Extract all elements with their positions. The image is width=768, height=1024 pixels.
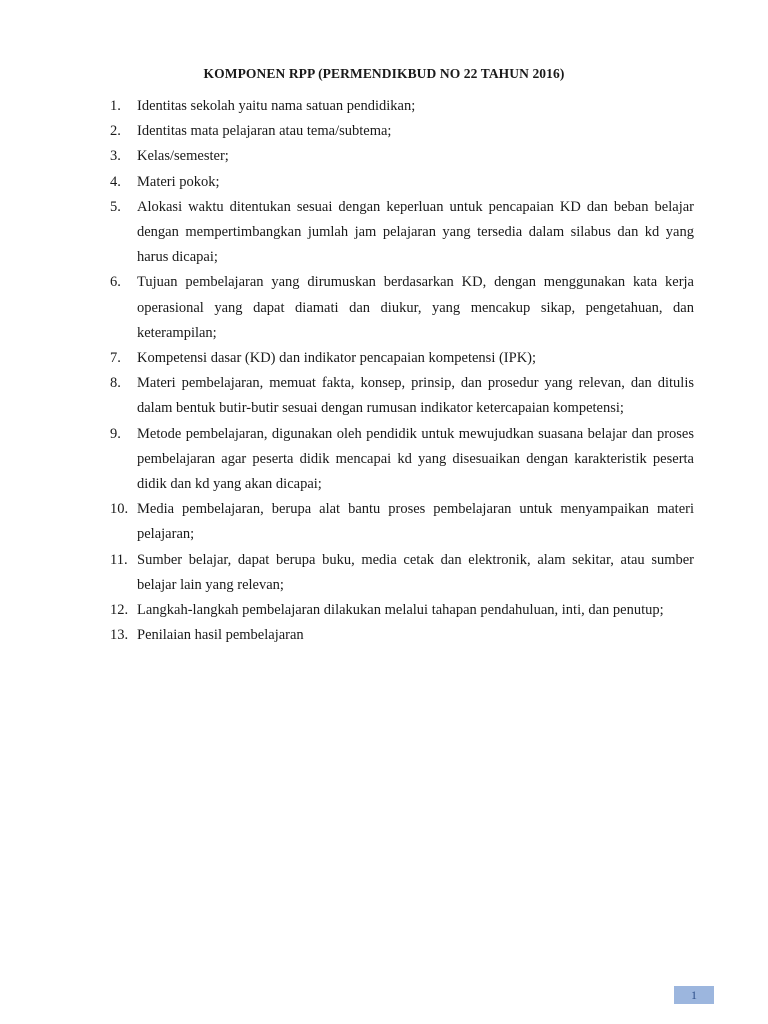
- list-item: [110, 144, 694, 169]
- list-item-text: Kelas/semester;: [137, 148, 229, 165]
- list-item-number: 7.: [110, 350, 121, 367]
- list-item-text: Materi pembelajaran, memuat fakta, konsep, prinsip, dan prosedur yang relevan, dan ditulis dalam bentuk butir-butir sesuai dengan rumusan indikator ketercapaian kompetensi;: [137, 375, 694, 417]
- list-item-number: 13.: [110, 627, 129, 644]
- list-item-number: 1.: [110, 98, 121, 114]
- list-item-number: 9.: [110, 425, 121, 442]
- page-title: KOMPONEN RPP (PERMENDIKBUD NO 22 TAHUN 2016): [203, 66, 565, 81]
- list-item: [110, 170, 694, 195]
- list-item-text: Tujuan pembelajaran yang dirumuskan berdasarkan KD, dengan menggunakan kata kerja operasional yang dapat diamati dan diukur, yang mencakup sikap, pengetahuan, dan keterampilan;: [137, 274, 694, 341]
- list-item: [110, 497, 694, 547]
- requirements-list: [110, 94, 694, 648]
- list-item: [110, 548, 694, 598]
- list-item-number: 5.: [110, 198, 121, 215]
- list-item: [110, 94, 694, 119]
- list-item: [110, 195, 694, 271]
- list-item-text: Langkah-langkah pembelajaran dilakukan melalui tahapan pendahuluan, inti, dan penutup;: [137, 602, 664, 619]
- list-item-text: Penilaian hasil pembelajaran: [137, 627, 304, 644]
- list-item-text: Kompetensi dasar (KD) dan indikator pencapaian kompetensi (IPK);: [137, 350, 537, 367]
- list-item-number: 3.: [110, 148, 121, 165]
- list-item-text: Materi pokok;: [137, 173, 220, 190]
- list-item-number: 4.: [110, 173, 121, 190]
- list-item: [110, 346, 694, 371]
- list-item-text: Media pembelajaran, berupa alat bantu proses pembelajaran untuk menyampaikan materi pelajaran;: [137, 501, 694, 543]
- list-item-number: 10.: [110, 501, 129, 518]
- list-item-number: 6.: [110, 274, 121, 291]
- list-item: [110, 119, 694, 144]
- list-item-text: Sumber belajar, dapat berupa buku, media cetak dan elektronik, alam sekitar, atau sumber belajar lain yang relevan;: [137, 551, 694, 593]
- list-item: [110, 270, 694, 346]
- list-item-number: 8.: [110, 375, 121, 392]
- list-item-number: 12.: [110, 602, 129, 619]
- list-item-text: Metode pembelajaran, digunakan oleh pendidik untuk mewujudkan suasana belajar dan proses pembelajaran agar peserta didik mencapai kd yang disesuaikan dengan karakteristik peserta didik dan kd yang akan dicapai;: [137, 425, 694, 493]
- list-item-number: 2.: [110, 123, 121, 140]
- page-number: 1: [674, 986, 714, 1004]
- list-item: [110, 598, 694, 623]
- list-item-text: Identitas sekolah yaitu nama satuan pendidikan;: [137, 98, 416, 114]
- list-item: [110, 623, 694, 648]
- list-item-number: 11.: [110, 551, 128, 568]
- list-item-text: Identitas mata pelajaran atau tema/subtema;: [137, 123, 392, 140]
- list-item: [110, 422, 694, 498]
- list-item-text: Alokasi waktu ditentukan sesuai dengan keperluan untuk pencapaian KD dan beban belajar dengan mempertimbangkan jumlah jam pelajaran yang tersedia dalam silabus dan kd yang harus dicapai;: [137, 198, 694, 266]
- list-item: [110, 371, 694, 421]
